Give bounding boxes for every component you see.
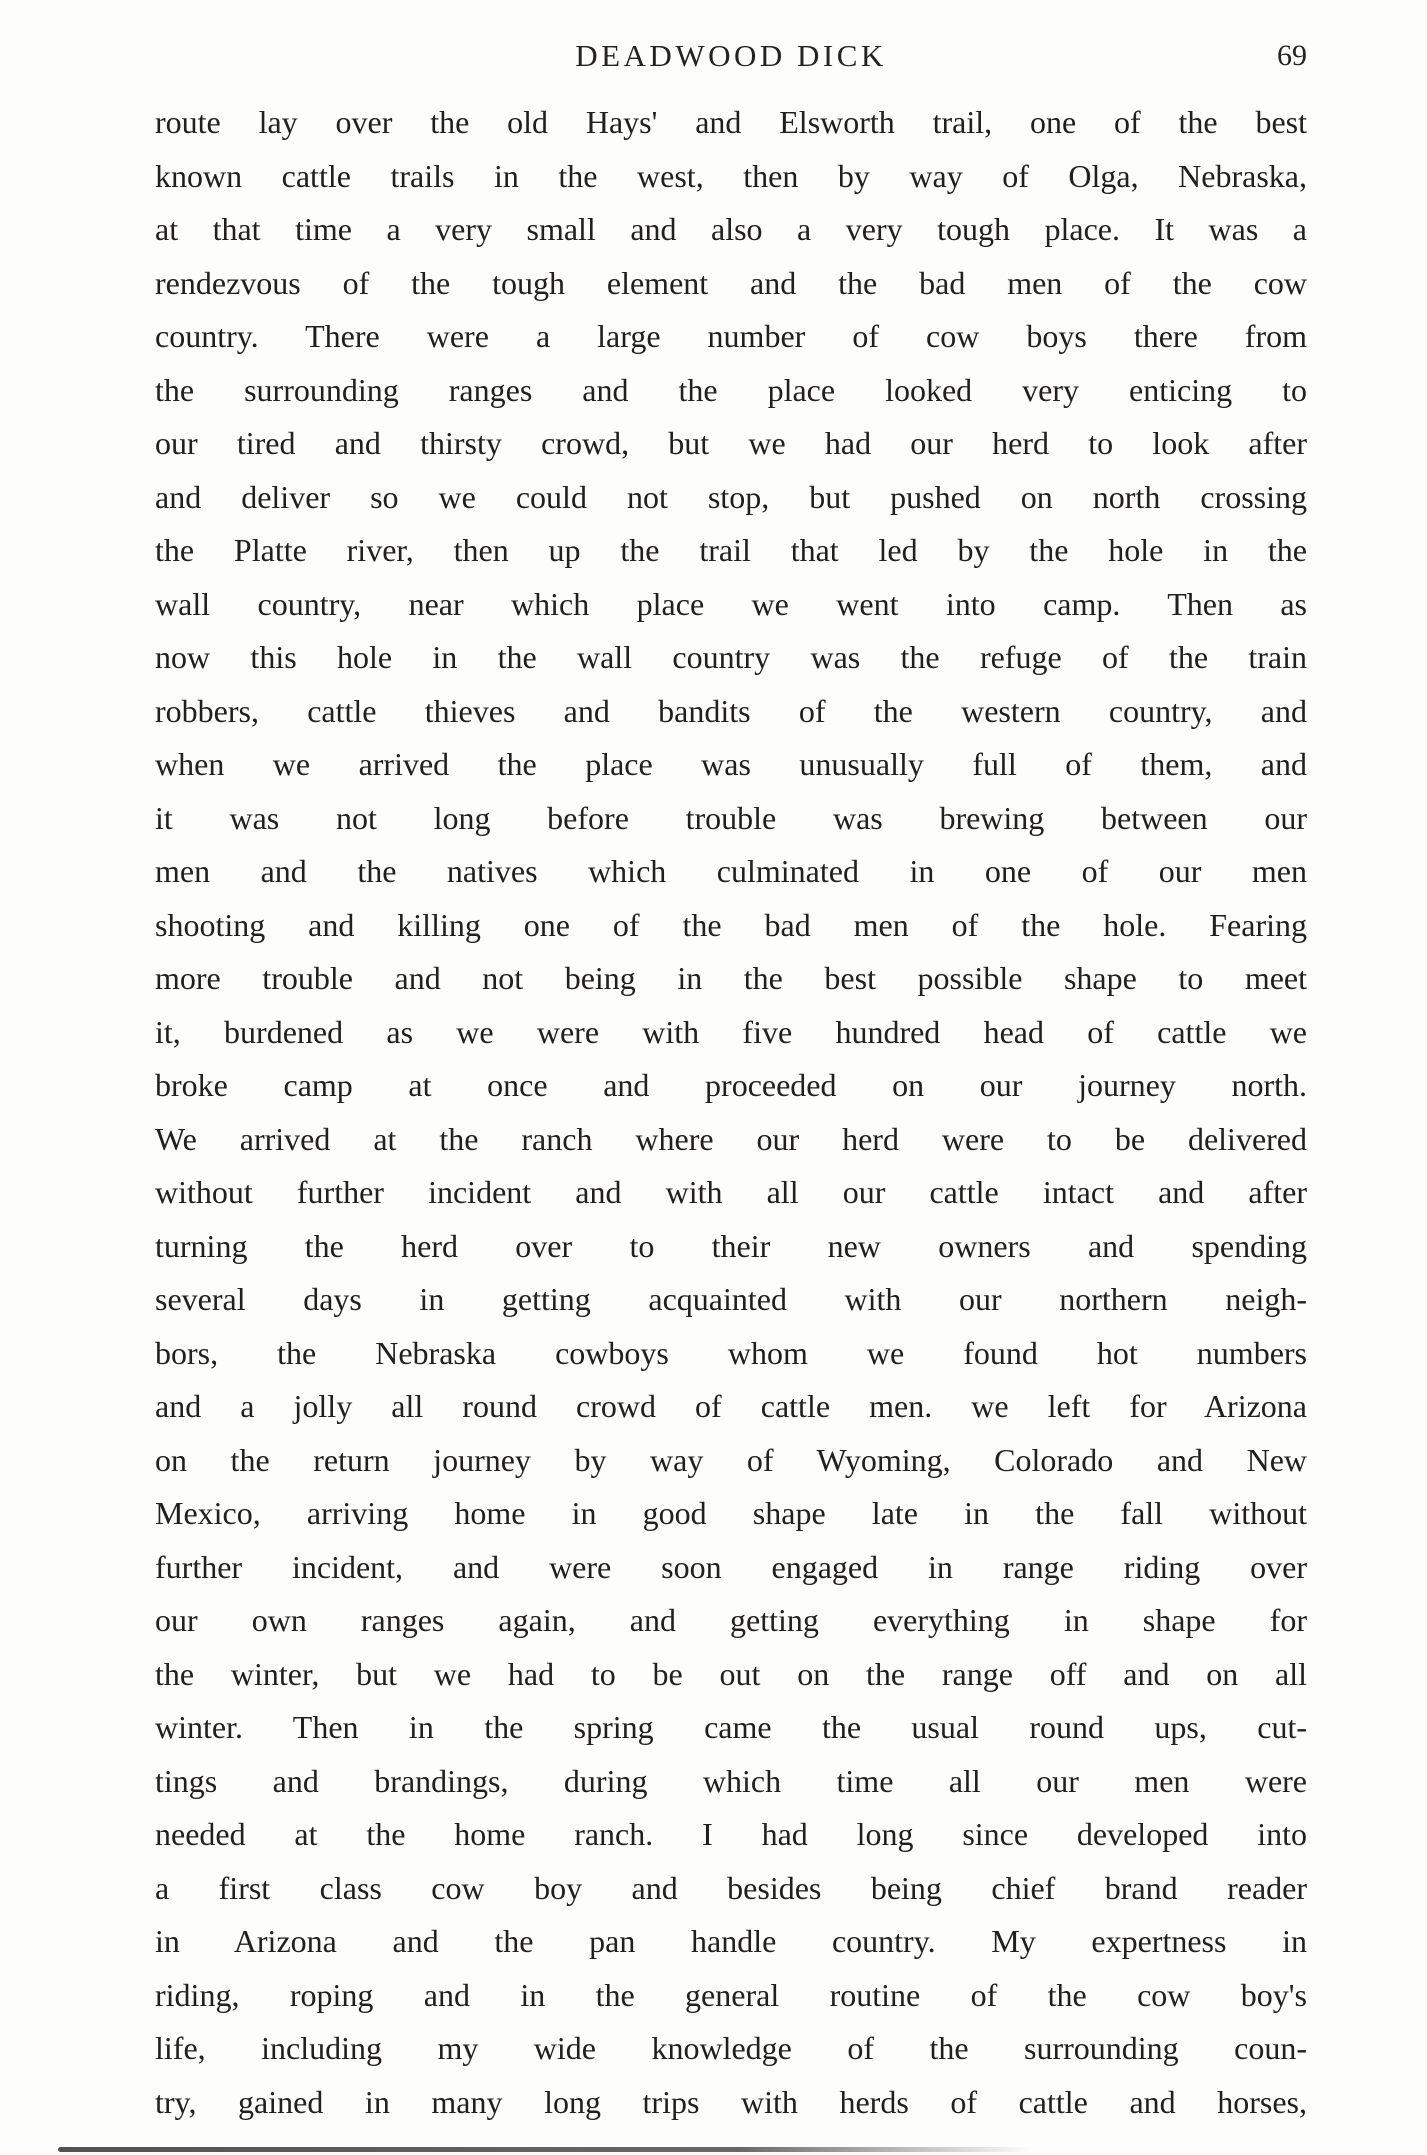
body-text xyxy=(155,96,1307,2129)
text-line: in Arizona and the pan handle country. My expertness in xyxy=(155,1923,1307,1959)
text-line: men and the natives which culminated in one of our men xyxy=(155,853,1307,889)
text-line: life, including my wide knowledge of the surrounding coun- xyxy=(155,2030,1307,2066)
text-line: and deliver so we could not stop, but pushed on north crossing xyxy=(155,478,1307,515)
text-line: further incident, and were soon engaged in range riding over xyxy=(155,1548,1307,1585)
text-line: now this hole in the wall country was the refuge of the train xyxy=(155,639,1307,675)
text-line: on the return journey by way of Wyoming, Colorado and New xyxy=(155,1441,1307,1478)
text-line: We arrived at the ranch where our herd were to be delivered xyxy=(155,1120,1307,1157)
text-line: without further incident and with all our cattle intact and after xyxy=(155,1174,1307,1210)
text-line: shooting and killing one of the bad men of the hole. Fearing xyxy=(155,906,1307,943)
text-line: country. There were a large number of cow boys there from xyxy=(155,318,1307,354)
text-line: winter. Then in the spring came the usual round ups, cut- xyxy=(155,1709,1307,1745)
text-line: several days in getting acquainted with our northern neigh- xyxy=(155,1281,1307,1317)
text-line: our own ranges again, and getting everything in shape for xyxy=(155,1602,1307,1638)
text-line: more trouble and not being in the best possible shape to meet xyxy=(155,960,1307,996)
text-line: try, gained in many long trips with herds of cattle and horses, xyxy=(155,2083,1307,2120)
text-line: when we arrived the place was unusually full of them, and xyxy=(155,746,1307,782)
text-line: riding, roping and in the general routine of the cow boy's xyxy=(155,1976,1307,2013)
text-line: it, burdened as we were with five hundred head of cattle we xyxy=(155,1013,1307,1050)
text-line: route lay over the old Hays' and Elsworth trail, one of the best xyxy=(155,104,1307,140)
text-line: our tired and thirsty crowd, but we had our herd to look after xyxy=(155,425,1307,461)
text-line: it was not long before trouble was brewing between our xyxy=(155,799,1307,836)
text-line: a first class cow boy and besides being chief brand reader xyxy=(155,1869,1307,1906)
text-line: robbers, cattle thieves and bandits of the western country, and xyxy=(155,692,1307,729)
page-header xyxy=(155,38,1307,82)
text-line: broke camp at once and proceeded on our journey north. xyxy=(155,1067,1307,1103)
text-line: known cattle trails in the west, then by way of Olga, Nebraska, xyxy=(155,157,1307,194)
text-line: bors, the Nebraska cowboys whom we found hot numbers xyxy=(155,1334,1307,1371)
text-line: needed at the home ranch. I had long since developed into xyxy=(155,1816,1307,1852)
text-line: and a jolly all round crowd of cattle men. we left for Arizona xyxy=(155,1388,1307,1424)
text-line: turning the herd over to their new owners and spending xyxy=(155,1227,1307,1264)
text-line: the surrounding ranges and the place looked very enticing to xyxy=(155,371,1307,408)
text-line: at that time a very small and also a very tough place. It was a xyxy=(155,211,1307,247)
page-number: 69 xyxy=(1277,39,1307,72)
running-title: DEADWOOD DICK xyxy=(575,38,887,73)
text-line: rendezvous of the tough element and the bad men of the cow xyxy=(155,264,1307,301)
text-line: the winter, but we had to be out on the range off and on all xyxy=(155,1655,1307,1692)
scan-edge-artifact xyxy=(58,2147,1033,2152)
text-line: the Platte river, then up the trail that led by the hole in the xyxy=(155,532,1307,568)
text-line: Mexico, arriving home in good shape late in the fall without xyxy=(155,1495,1307,1531)
text-line: wall country, near which place we went into camp. Then as xyxy=(155,585,1307,622)
text-line: tings and brandings, during which time all our men were xyxy=(155,1762,1307,1799)
